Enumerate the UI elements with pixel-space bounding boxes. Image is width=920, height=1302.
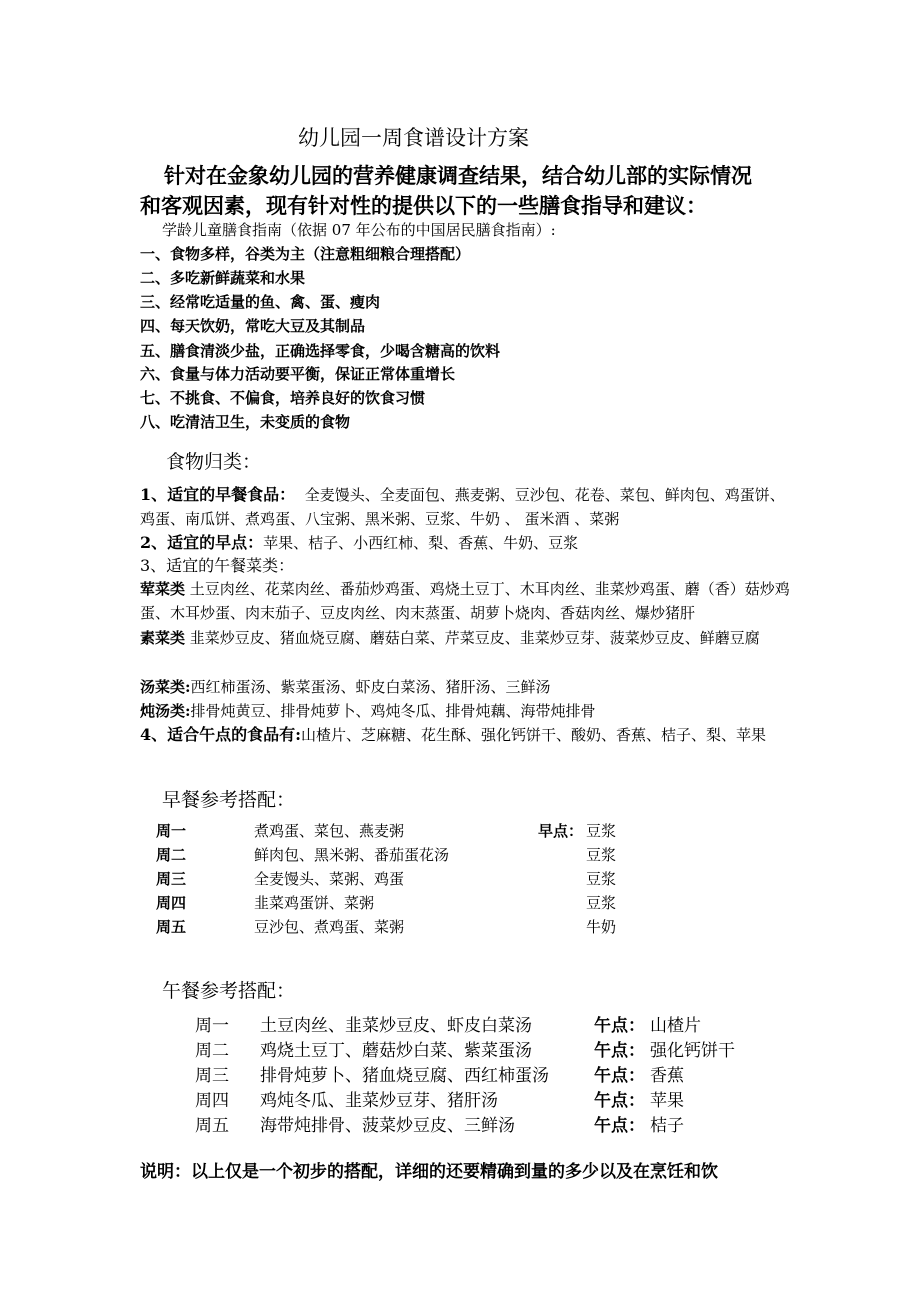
meal-cell: 豆沙包、煮鸡蛋、菜粥 bbox=[254, 917, 405, 936]
meal-cell: 海带炖排骨、菠菜炒豆皮、三鲜汤 bbox=[260, 1116, 515, 1136]
morning-snacks bbox=[140, 531, 790, 555]
guidelines-heading: 学龄儿童膳食指南（依据 07 年公布的中国居民膳食指南）: bbox=[162, 221, 556, 239]
document-title: 幼儿园一周食谱设计方案 bbox=[298, 126, 529, 150]
guideline-item: 二、多吃新鲜蔬菜和水果 bbox=[140, 269, 306, 287]
stew-dishes bbox=[140, 699, 790, 723]
vegetable-dishes bbox=[140, 626, 790, 650]
snack-cell: 豆浆 bbox=[586, 869, 617, 888]
table-row bbox=[195, 1061, 735, 1086]
day-cell: 周二 bbox=[156, 845, 187, 864]
snack-cell: 桔子 bbox=[650, 1116, 684, 1136]
snack-label: 午点： bbox=[594, 1016, 645, 1036]
guideline-item: 一、食物多样，谷类为主（注意粗细粮合理搭配） bbox=[140, 245, 471, 263]
soup-dishes-label: 汤菜类: bbox=[140, 678, 191, 696]
snack-label: 午点： bbox=[594, 1091, 645, 1111]
breakfast-plan-table bbox=[156, 818, 616, 938]
guideline-item: 三、经常吃适量的鱼、禽、蛋、瘦肉 bbox=[140, 293, 381, 311]
table-row bbox=[195, 1086, 735, 1111]
meal-cell: 韭菜鸡蛋饼、菜粥 bbox=[254, 893, 375, 912]
meal-cell: 鸡炖冬瓜、韭菜炒豆芽、猪肝汤 bbox=[260, 1091, 498, 1111]
lunch-plan-table bbox=[195, 1011, 735, 1136]
table-row bbox=[156, 914, 616, 938]
table-row bbox=[156, 818, 616, 842]
guideline-item: 五、膳食清淡少盐，正确选择零食，少喝含糖高的饮料 bbox=[140, 342, 501, 360]
soup-dishes bbox=[140, 675, 790, 699]
snack-label: 午点： bbox=[594, 1116, 645, 1136]
snack-cell: 苹果 bbox=[650, 1091, 684, 1111]
lunch-plan-heading: 午餐参考搭配： bbox=[162, 980, 296, 1002]
stew-dishes-label: 炖汤类: bbox=[140, 702, 191, 720]
day-cell: 周三 bbox=[156, 869, 187, 888]
day-cell: 周一 bbox=[195, 1016, 229, 1036]
day-cell: 周三 bbox=[195, 1066, 229, 1086]
meal-cell: 全麦馒头、菜粥、鸡蛋 bbox=[254, 869, 405, 888]
guideline-item: 八、吃清洁卫生，未变质的食物 bbox=[140, 413, 351, 431]
guideline-item: 六、食量与体力活动要平衡，保证正常体重增长 bbox=[140, 365, 456, 383]
stew-dishes-text: 排骨炖黄豆、排骨炖萝卜、鸡炖冬瓜、排骨炖藕、海带炖排骨 bbox=[190, 702, 596, 720]
snack-label: 午点： bbox=[594, 1041, 645, 1061]
guideline-item: 四、每天饮奶，常吃大豆及其制品 bbox=[140, 317, 366, 335]
snack-label: 午点： bbox=[594, 1066, 645, 1086]
snack-cell: 强化钙饼干 bbox=[650, 1041, 735, 1061]
breakfast-foods-label: 1、适宜的早餐食品： bbox=[140, 485, 296, 504]
snack-cell: 山楂片 bbox=[650, 1016, 701, 1036]
snack-cell: 香蕉 bbox=[650, 1066, 684, 1086]
meat-dishes-label: 荤菜类 bbox=[140, 580, 186, 598]
day-cell: 周四 bbox=[156, 893, 187, 912]
table-row bbox=[156, 890, 616, 914]
table-row bbox=[195, 1111, 735, 1136]
snack-cell: 牛奶 bbox=[586, 917, 617, 936]
soup-dishes-text: 西红柿蛋汤、紫菜蛋汤、虾皮白菜汤、猪肝汤、三鲜汤 bbox=[190, 678, 551, 696]
morning-snacks-text: 苹果、桔子、小西红柿、梨、香蕉、牛奶、豆浆 bbox=[263, 534, 579, 552]
table-row bbox=[156, 866, 616, 890]
vegetable-dishes-text: 韭菜炒豆皮、猪血烧豆腐、蘑菇白菜、芹菜豆皮、韭菜炒豆芽、菠菜炒豆皮、鲜蘑豆腐 bbox=[189, 629, 760, 647]
breakfast-plan-heading: 早餐参考搭配： bbox=[162, 789, 296, 811]
morning-snacks-label: 2、适宜的早点： bbox=[140, 533, 264, 552]
day-cell: 周二 bbox=[195, 1041, 229, 1061]
meat-dishes bbox=[140, 577, 790, 625]
classification-heading: 食物归类： bbox=[166, 451, 262, 473]
afternoon-snacks-label: 4、适合午点的食品有: bbox=[140, 725, 302, 744]
meal-cell: 鸡烧土豆丁、蘑菇炒白菜、紫菜蛋汤 bbox=[260, 1041, 532, 1061]
day-cell: 周五 bbox=[156, 917, 187, 936]
snack-cell: 豆浆 bbox=[586, 845, 617, 864]
afternoon-snacks-text: 山楂片、芝麻糖、花生酥、强化钙饼干、酸奶、香蕉、桔子、梨、苹果 bbox=[301, 726, 767, 744]
intro-line-1: 针对在金象幼儿园的营养健康调查结果，结合幼儿部的实际情况 bbox=[164, 163, 752, 188]
vegetable-dishes-label: 素菜类 bbox=[140, 629, 186, 647]
table-row bbox=[195, 1036, 735, 1061]
note-text: 说明：以上仅是一个初步的搭配，详细的还要精确到量的多少以及在烹饪和饮 bbox=[140, 1162, 718, 1182]
intro-line-2: 和客观因素，现有针对性的提供以下的一些膳食指导和建议： bbox=[140, 193, 707, 218]
meal-cell: 鲜肉包、黑米粥、番茄蛋花汤 bbox=[254, 845, 450, 864]
day-cell: 周四 bbox=[195, 1091, 229, 1111]
snack-label: 早点： bbox=[538, 821, 584, 840]
meal-cell: 煮鸡蛋、菜包、燕麦粥 bbox=[254, 821, 405, 840]
table-row bbox=[156, 842, 616, 866]
meal-cell: 土豆肉丝、韭菜炒豆皮、虾皮白菜汤 bbox=[260, 1016, 532, 1036]
meat-dishes-text: 土豆肉丝、花菜肉丝、番茄炒鸡蛋、鸡烧土豆丁、木耳肉丝、韭菜炒鸡蛋、蘑（香）菇炒鸡蛋、木耳炒蛋、肉末茄子、豆皮肉丝、肉末蒸蛋、胡萝卜烧肉、香菇肉丝、爆炒猪肝 bbox=[140, 580, 790, 622]
breakfast-foods-text: 全麦馒头、全麦面包、燕麦粥、豆沙包、花卷、菜包、鲜肉包、鸡蛋饼、鸡蛋、南瓜饼、煮鸡蛋、八宝粥、黑米粥、豆浆、牛奶 、 蛋米酒 、菜粥 bbox=[140, 486, 785, 528]
day-cell: 周五 bbox=[195, 1116, 229, 1136]
snack-cell: 豆浆 bbox=[586, 893, 617, 912]
lunch-dishes-heading: 3、适宜的午餐菜类： bbox=[140, 556, 295, 575]
snack-cell: 豆浆 bbox=[586, 821, 617, 840]
afternoon-snacks bbox=[140, 723, 790, 747]
meal-cell: 排骨炖萝卜、猪血烧豆腐、西红柿蛋汤 bbox=[260, 1066, 549, 1086]
day-cell: 周一 bbox=[156, 821, 187, 840]
breakfast-foods bbox=[140, 483, 790, 531]
table-row bbox=[195, 1011, 735, 1036]
guideline-item: 七、不挑食、不偏食，培养良好的饮食习惯 bbox=[140, 389, 426, 407]
